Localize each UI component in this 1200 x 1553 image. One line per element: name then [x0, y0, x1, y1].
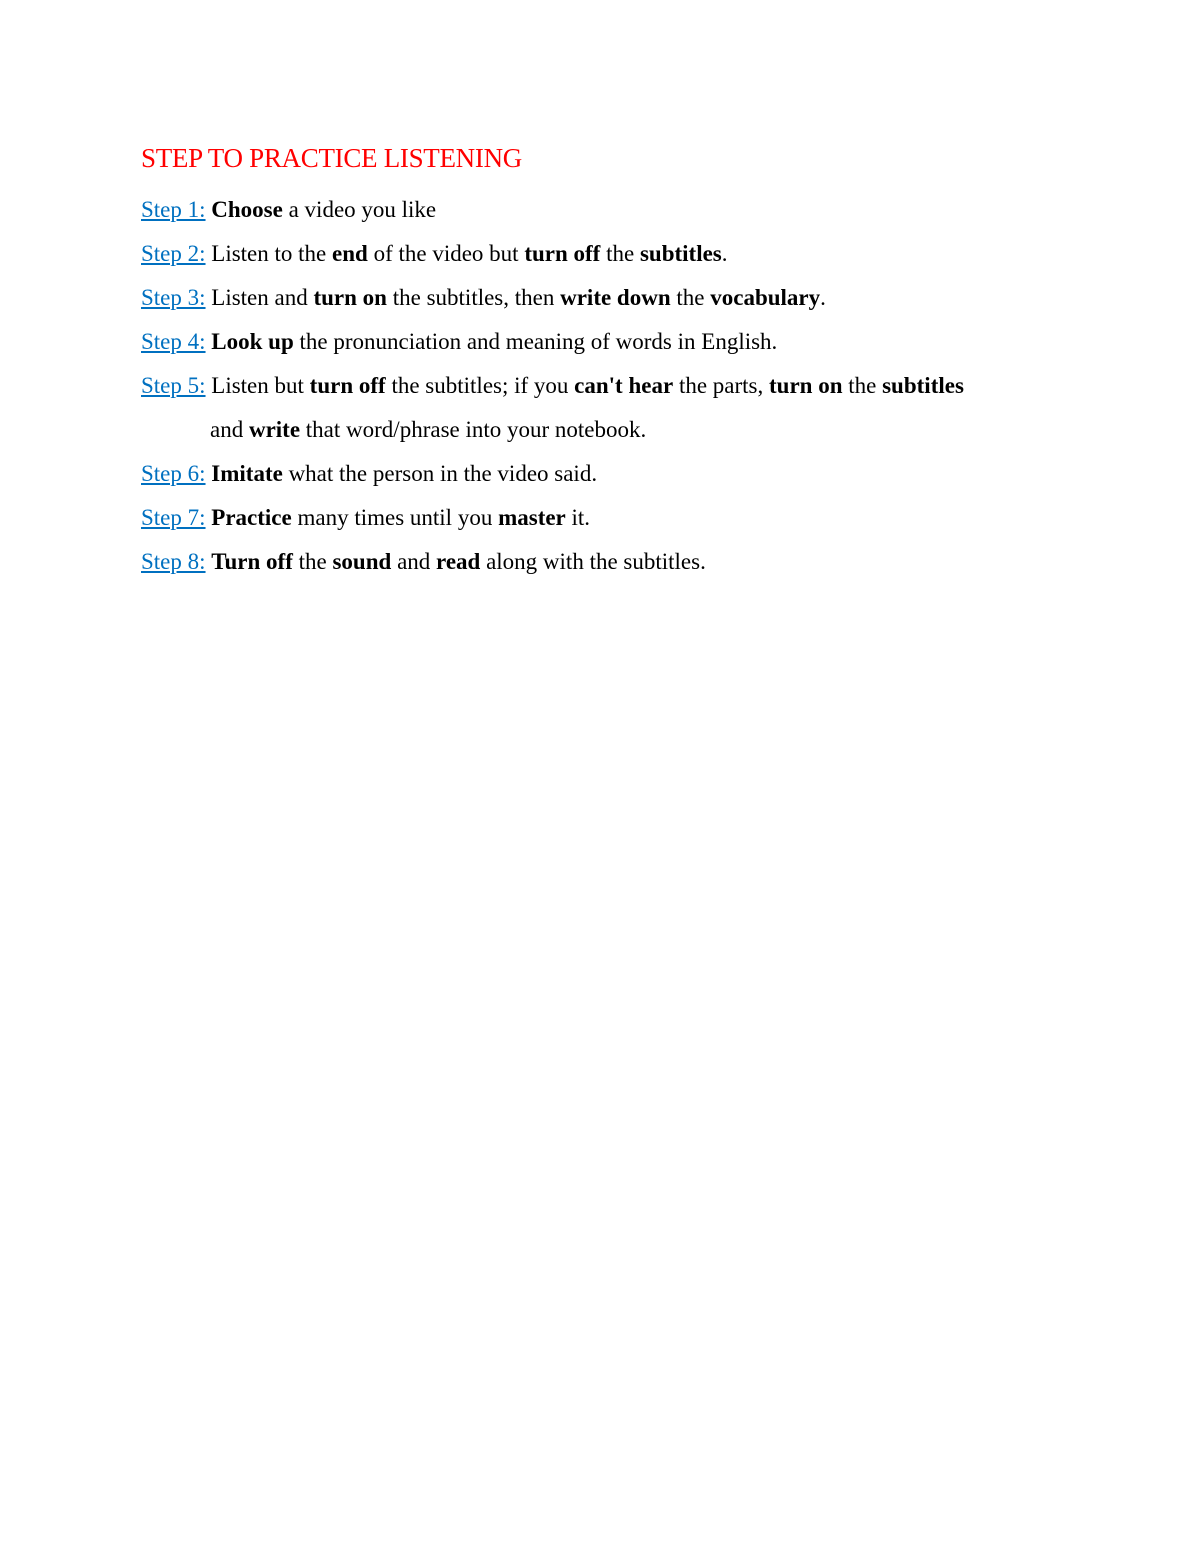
- step-4-text-1: Look up: [211, 329, 294, 354]
- step-5-text-1: Listen but: [205, 373, 310, 398]
- step-3-text-5: the: [670, 285, 711, 310]
- step-1-label[interactable]: Step 1:: [141, 197, 206, 222]
- step-7-label[interactable]: Step 7:: [141, 505, 206, 530]
- step-5-text-6: turn on: [769, 373, 843, 398]
- step-3-text-1: Listen and: [205, 285, 314, 310]
- step-2-text-3: of the video but: [367, 241, 525, 266]
- document-title: STEP TO PRACTICE LISTENING: [141, 143, 522, 173]
- step-3-text-6: vocabulary: [710, 285, 821, 310]
- step-5-text-4: can't hear: [574, 373, 674, 398]
- step-7: [141, 496, 1101, 540]
- step-2-text-7: .: [721, 241, 728, 266]
- step-8: [141, 540, 1101, 584]
- step-5-text-7: the: [842, 373, 883, 398]
- step-3-text-2: turn on: [313, 285, 387, 310]
- step-3-label[interactable]: Step 3:: [141, 285, 206, 310]
- step-5-text-2: turn off: [309, 373, 386, 398]
- step-5-cont-3: that word/phrase into your notebook.: [300, 417, 647, 442]
- document-body: [141, 140, 1101, 584]
- step-3: [141, 276, 1101, 320]
- step-7-text-4: it.: [565, 505, 591, 530]
- step-1: [141, 188, 1101, 232]
- step-3-text-3: the subtitles, then: [386, 285, 561, 310]
- step-5-text-3: the subtitles; if you: [385, 373, 575, 398]
- step-8-label[interactable]: Step 8:: [141, 549, 206, 574]
- step-5-cont-2: write: [248, 417, 301, 442]
- step-8-text-1: Turn off: [211, 549, 293, 574]
- step-7-text-3: master: [498, 505, 566, 530]
- step-2: [141, 232, 1101, 276]
- step-3-text-7: .: [820, 285, 826, 310]
- step-4-label[interactable]: Step 4:: [141, 329, 206, 354]
- step-8-text-6: along with the subtitles.: [480, 549, 706, 574]
- step-2-text-6: subtitles: [639, 241, 722, 266]
- step-1-text-2: a video you like: [282, 197, 437, 222]
- step-4-text-2: the pronunciation and meaning of words in English.: [293, 329, 778, 354]
- step-6-label[interactable]: Step 6:: [141, 461, 206, 486]
- step-5-text-8: subtitles: [882, 373, 964, 398]
- step-5-text-5: the parts,: [673, 373, 769, 398]
- step-7-text-2: many times until you: [291, 505, 499, 530]
- step-2-label[interactable]: Step 2:: [141, 241, 206, 266]
- step-1-text-1: Choose: [211, 197, 283, 222]
- step-5: [141, 364, 1101, 452]
- step-6-text-1: Imitate: [211, 461, 283, 486]
- step-8-text-4: and: [391, 549, 437, 574]
- step-7-text-1: Practice: [211, 505, 292, 530]
- step-2-text-2: end: [332, 241, 368, 266]
- step-8-text-3: sound: [332, 549, 392, 574]
- step-5-label[interactable]: Step 5:: [141, 373, 206, 398]
- step-5-continuation: [141, 408, 1101, 452]
- step-8-text-5: read: [436, 549, 481, 574]
- step-6-text-2: what the person in the video said.: [282, 461, 598, 486]
- step-2-text-1: Listen to the: [205, 241, 333, 266]
- step-5-cont-1: and: [210, 417, 249, 442]
- step-8-text-2: the: [292, 549, 333, 574]
- step-4: [141, 320, 1101, 364]
- step-2-text-5: the: [600, 241, 640, 266]
- step-2-text-4: turn off: [524, 241, 601, 266]
- step-6: [141, 452, 1101, 496]
- step-3-text-4: write down: [560, 285, 671, 310]
